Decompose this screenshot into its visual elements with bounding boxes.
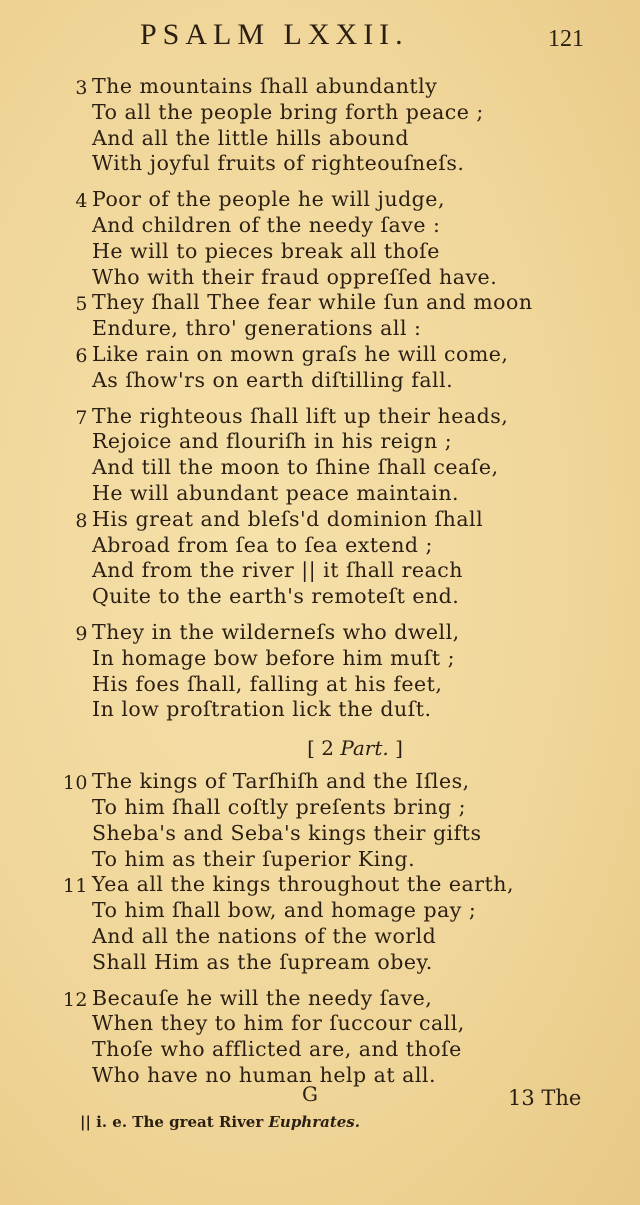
verse-text: The kings of Tarſhiſh and the Iſles, [92,769,470,794]
verse-line [60,239,620,265]
verse-line [60,290,620,316]
verse-text: And till the moon to ſhine ſhall ceaſe, [92,455,499,480]
verse-text: And children of the needy ſave : [92,212,441,237]
verse-text: And from the river || it ſhall reach [92,558,463,583]
verse-text: The righteous ſhall lift up their heads, [92,403,509,428]
verse-line [60,821,620,847]
part-heading-label: Part. [340,736,389,761]
verse-line [60,213,620,239]
verse-line [60,646,620,672]
verse-line [60,769,620,795]
verse-text: Who have no human help at all. [92,1062,436,1087]
part-heading [60,733,620,763]
verse-line [60,429,620,455]
verse-line [60,1011,620,1037]
catchword: 13 The [508,1086,582,1110]
verse-text: They ſhall Thee fear while ſun and moon [92,290,533,315]
verse-number: 5 [75,293,88,316]
verse-line [60,898,620,924]
verse-text: Thoſe who afflicted are, and thoſe [92,1037,462,1062]
verse-line [60,872,620,898]
part-one [60,74,620,723]
verse-line [60,672,620,698]
verse-line [60,847,620,873]
running-title: PSALM LXXII. [140,18,409,51]
verse-line [60,316,620,342]
verse-number: 3 [75,77,88,99]
stanza [60,986,620,1089]
verse-text: Poor of the people he will judge, [92,187,445,212]
footnote-marker: || i. e. [80,1113,128,1131]
verse-line [60,986,620,1012]
footnote [80,1113,360,1131]
verse-text: Like rain on mown graſs he will come, [92,341,509,366]
verse-line [60,187,620,213]
verse-line [60,265,620,291]
verse-number: 12 [62,988,88,1011]
part-two [60,769,620,1089]
verse-text: Who with their fraud oppreſſed have. [92,264,498,289]
verse-text: To him as their ſuperior King. [92,846,416,871]
verse-line [60,368,620,394]
verse-text: To him ſhall coſtly preſents bring ; [92,794,467,819]
verse-number: 6 [75,344,88,367]
verse-text: He will to pieces break all thoſe [92,238,440,263]
part-heading-open: [ 2 [307,736,334,761]
verse-text: Becauſe he will the needy ſave, [92,985,433,1010]
verse-text: They in the wilderneſs who dwell, [92,619,460,644]
verse-text: Quite to the earth's remoteſt end. [92,584,460,609]
stanza [60,187,620,393]
stanza [60,620,620,723]
verse-text: To all the people bring forth peace ; [92,99,484,124]
verse-line [60,74,620,100]
footnote-emphasis: Euphrates. [268,1113,360,1131]
page-number: 121 [548,26,584,52]
verse-line [60,100,620,126]
verse-text: The mountains ſhall abundantly [92,74,438,98]
verse-text: To him ſhall bow, and homage pay ; [92,898,477,923]
verse-text: In low proſtration lick the duſt. [92,697,432,722]
verse-line [60,1037,620,1063]
verse-text: He will abundant peace maintain. [92,480,460,505]
verse-text: As ſhow'rs on earth diſtilling fall. [92,367,454,392]
verse-number: 9 [75,622,88,645]
verse-text: Endure, thro' generations all : [92,316,422,341]
page-header [0,18,640,62]
verse-line [60,924,620,950]
stanza [60,769,620,975]
signature-mark: G [302,1082,318,1106]
verse-line [60,342,620,368]
verse-line [60,558,620,584]
verse-line [60,455,620,481]
verse-line [60,533,620,559]
verse-text: His foes ſhall, falling at his feet, [92,671,443,696]
verse-text: Shall Him as the ſupream obey. [92,949,433,974]
verse-number: 10 [62,772,88,795]
verse-text: Sheba's and Seba's kings their gifts [92,820,482,845]
stanza [60,74,620,177]
verse-line [60,795,620,821]
part-heading-close: ] [395,736,403,761]
verse-line [60,950,620,976]
verse-text: With joyful fruits of righteouſneſs. [92,151,465,176]
verse-line [60,151,620,177]
verse-text: Yea all the kings throughout the earth, [92,872,515,897]
verse-number: 8 [75,509,88,532]
verse-line [60,404,620,430]
verse-text: His great and bleſs'd dominion ſhall [92,506,484,531]
verse-number: 11 [62,875,88,898]
verse-line [60,481,620,507]
psalm-text [60,74,620,1099]
verse-number: 7 [75,406,88,429]
verse-line [60,507,620,533]
verse-text: Abroad from ſea to ſea extend ; [92,532,433,557]
footnote-text: The great River [132,1113,264,1131]
verse-number: 4 [75,190,88,213]
verse-text: In homage bow before him muſt ; [92,645,456,670]
verse-text: And all the nations of the world [92,923,437,948]
verse-text: And all the little hills abound [92,125,410,150]
verse-text: When they to him for ſuccour call, [92,1011,465,1036]
verse-line [60,1063,620,1089]
verse-line [60,126,620,152]
verse-line [60,584,620,610]
verse-text: Rejoice and flouriſh in his reign ; [92,429,453,454]
verse-line [60,620,620,646]
verse-line [60,697,620,723]
stanza [60,404,620,610]
